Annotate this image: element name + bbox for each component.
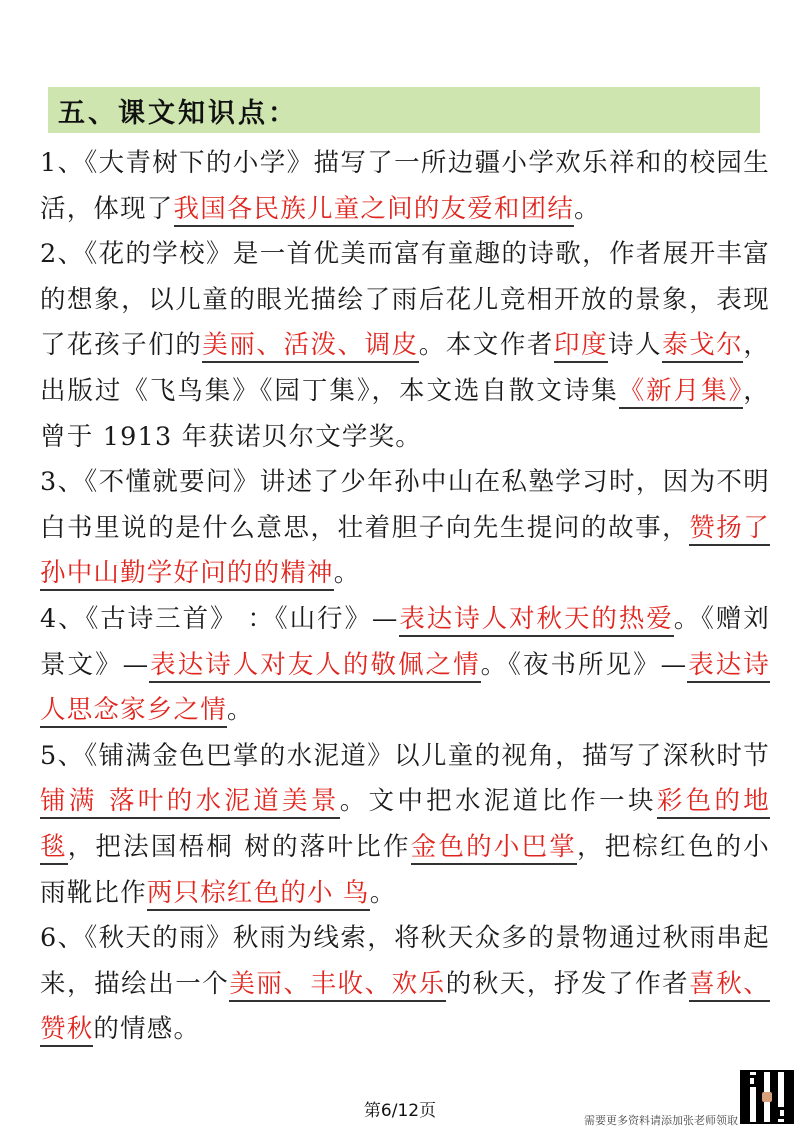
paragraph-text: 4、《古诗三首》 ：《山行》— bbox=[40, 603, 399, 634]
paragraph-text: 5、《铺满金色巴掌的水泥道》以儿童的视角，描写了深秋时节 bbox=[40, 740, 770, 771]
paragraph-text: 诗人 bbox=[608, 330, 663, 361]
paragraph-text: ，出版过《飞鸟集》《园丁集》，本文选自散文诗集 bbox=[40, 330, 771, 406]
paragraph-text: 。 bbox=[226, 695, 254, 726]
paragraph-text: 的情感。 bbox=[93, 1014, 201, 1045]
highlighted-answer: 表达诗人思念家乡之情 bbox=[40, 650, 770, 729]
highlighted-answer: 金色的小巴掌 bbox=[411, 832, 577, 865]
paragraph-text: 的秋天，抒发了作者 bbox=[445, 968, 690, 999]
highlighted-answer: 美丽、丰收、欢乐 bbox=[229, 969, 445, 1002]
paragraph-text: 6、《秋天的雨》秋雨为线索，将秋天众多的景物通过秋雨串起来，描绘出一个 bbox=[40, 923, 770, 999]
section-title: 五、课文知识点： bbox=[58, 97, 298, 129]
highlighted-answer: 喜秋、赞秋 bbox=[40, 969, 770, 1048]
page-number: 第6/12页 bbox=[363, 1101, 437, 1121]
paragraph-text: ，曾于 1913 年获诺贝尔文学奖。 bbox=[40, 375, 770, 452]
highlighted-answer: 美丽、活泼、调皮 bbox=[202, 330, 418, 363]
highlighted-answer: 赞扬了孙中山勤学好问的的精神 bbox=[40, 513, 770, 592]
knowledge-point-5 bbox=[40, 734, 770, 916]
paragraph-text: 。《夜书所见》— bbox=[480, 649, 688, 680]
knowledge-point-2 bbox=[40, 232, 770, 460]
footer-note: 需要更多资料请添加张老师领取 bbox=[584, 1114, 738, 1127]
highlighted-answer: 彩色的地毯 bbox=[40, 786, 770, 865]
highlighted-answer: 印度 bbox=[554, 330, 608, 363]
highlighted-answer: 铺满 落叶的水泥道美景 bbox=[40, 786, 340, 819]
knowledge-point-1 bbox=[40, 141, 770, 232]
highlighted-answer: 表达诗人对友人的敬佩之情 bbox=[149, 650, 480, 683]
knowledge-point-6 bbox=[40, 916, 770, 1053]
highlighted-answer: 泰戈尔 bbox=[662, 330, 743, 363]
qr-code-icon bbox=[740, 1070, 794, 1124]
paragraph-text: 。 bbox=[369, 877, 397, 908]
paragraph-text: 1、《大青树下的小学》描写了一所边疆小学欢乐祥和的校园生活，体现了 bbox=[40, 148, 770, 224]
paragraph-text: 3、《不懂就要问》讲述了少年孙中山在私塾学习时，因为不明白书里说的是什么意思，壮着胆子向先生提问的故事， bbox=[40, 467, 770, 543]
highlighted-answer: 表达诗人对秋天的热爱 bbox=[399, 604, 674, 637]
highlighted-answer: 《新月集》 bbox=[619, 376, 744, 409]
highlighted-answer: 两只棕红色的小 鸟 bbox=[147, 878, 370, 911]
knowledge-point-3 bbox=[40, 460, 770, 597]
knowledge-points-list bbox=[40, 141, 770, 1053]
paragraph-text: ，把法国梧桐 树的落叶比作 bbox=[67, 831, 411, 862]
highlighted-answer: 我国各民族儿童之间的友爱和团结 bbox=[174, 194, 575, 227]
paragraph-text: 。《赠刘景文》— bbox=[40, 603, 770, 680]
knowledge-point-4 bbox=[40, 597, 770, 734]
paragraph-text: ，把棕红色的小雨靴比作 bbox=[40, 831, 770, 908]
paragraph-text: 。文中把水泥道比作一块 bbox=[339, 786, 657, 817]
paragraph-text: 2、《花的学校》是一首优美而富有童趣的诗歌，作者展开丰富的想象，以儿童的眼光描绘了雨后花儿竞相开放的景象，表现了花孩子们的 bbox=[40, 239, 770, 361]
paragraph-text: 。本文作者 bbox=[418, 330, 554, 361]
paragraph-text: 。 bbox=[574, 193, 601, 224]
paragraph-text: 。 bbox=[333, 558, 361, 589]
section-header bbox=[48, 87, 760, 133]
